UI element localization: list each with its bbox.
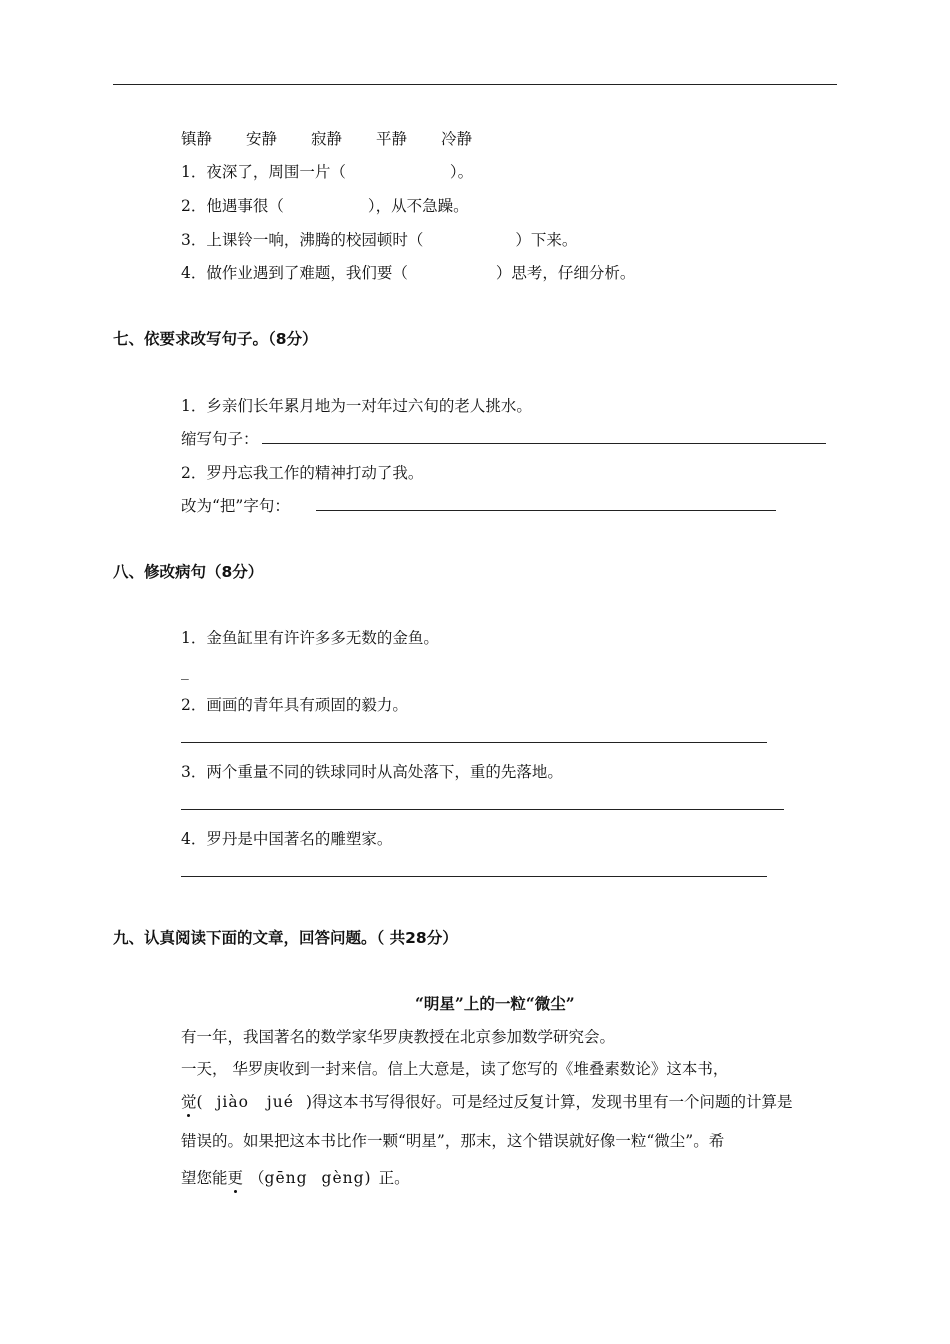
article-paragraph: 有一年，我国著名的数学家华罗庚教授在北京参加数学研究会。 [181, 1028, 616, 1046]
article-paragraph: 一天， 华罗庚收到一封来信。信上大意是，读了您写的《堆叠素数论》这本书， [181, 1060, 729, 1078]
section-heading: 七、依要求改写句子。（8分） [113, 330, 318, 348]
fill-item-prefix: 4．做作业遇到了难题，我们要（ [181, 264, 408, 282]
word-bank [181, 127, 472, 149]
word-bank-item: 镇静 [181, 130, 213, 148]
article-title: “明星”上的一粒“微尘” [415, 994, 575, 1013]
fill-item [181, 228, 577, 250]
answer-label: 缩写句子： [181, 430, 259, 448]
question-text: 2．画画的青年具有顽固的毅力。 [181, 696, 408, 714]
fill-item [181, 194, 469, 216]
dotted-char: 更 [227, 1169, 244, 1187]
question-text: 1．乡亲们长年累月地为一对年过六旬的老人挑水。 [181, 397, 532, 415]
article-paragraph: 错误的。如果把这本书比作一颗“明星”，那末，这个错误就好像一粒“微尘”。希 [181, 1132, 725, 1150]
section-heading: 九、认真阅读下面的文章，回答问题。（ 共28分） [113, 929, 458, 947]
article-text: 正。 [378, 1169, 410, 1187]
word-bank-item: 安静 [246, 130, 278, 148]
fill-item-prefix: 1．夜深了，周围一片（ [181, 163, 346, 181]
article-line [181, 1090, 792, 1112]
pinyin-bracket: ) [364, 1169, 371, 1187]
article-text: )得这本书写得很好。可是经过反复计算，发现书里有一个问题的计算是 [305, 1093, 793, 1111]
fill-item-prefix: 3．上课铃一响，沸腾的校园顿时（ [181, 231, 424, 249]
answer-line[interactable] [316, 510, 776, 511]
word-bank-item: 平静 [376, 130, 408, 148]
fill-item-suffix: ）思考，仔细分析。 [495, 264, 636, 282]
pinyin-bracket: （ [249, 1169, 265, 1187]
pinyin-option[interactable]: gèng [321, 1169, 365, 1187]
answer-line[interactable] [181, 742, 767, 743]
fill-item-prefix: 2．他遇事很（ [181, 197, 284, 215]
word-bank-item: 寂静 [311, 130, 343, 148]
pinyin-option[interactable]: gēng [264, 1169, 308, 1187]
article-text: 望您能 [181, 1169, 228, 1187]
pinyin-option[interactable]: jiào [216, 1093, 249, 1111]
fill-item-suffix: ），从不急躁。 [367, 197, 469, 215]
word-bank-item: 冷静 [441, 130, 473, 148]
answer-line[interactable] [181, 876, 767, 877]
fill-item-suffix: ）。 [449, 163, 474, 181]
fill-item [181, 261, 635, 283]
dotted-char: 觉 [181, 1093, 197, 1111]
article-line [181, 1166, 410, 1188]
section-heading: 八、修改病句（8分） [113, 563, 264, 581]
question-text: 4．罗丹是中国著名的雕塑家。 [181, 830, 393, 848]
pinyin-bracket: ( [196, 1093, 203, 1111]
question-text: 2．罗丹忘我工作的精神打动了我。 [181, 464, 424, 482]
pinyin-option[interactable]: jué [266, 1093, 294, 1111]
fill-item [181, 160, 473, 182]
question-text: 3．两个重量不同的铁球同时从高处落下，重的先落地。 [181, 763, 563, 781]
answer-line[interactable] [262, 443, 826, 444]
fill-item-suffix: ）下来。 [515, 231, 578, 249]
answer-line[interactable] [181, 809, 784, 810]
header-rule [113, 84, 837, 85]
answer-label: 改为“把”字句： [181, 497, 290, 515]
question-text: 1．金鱼缸里有许许多多无数的金鱼。 [181, 629, 439, 647]
stray-mark: _ [181, 662, 189, 680]
